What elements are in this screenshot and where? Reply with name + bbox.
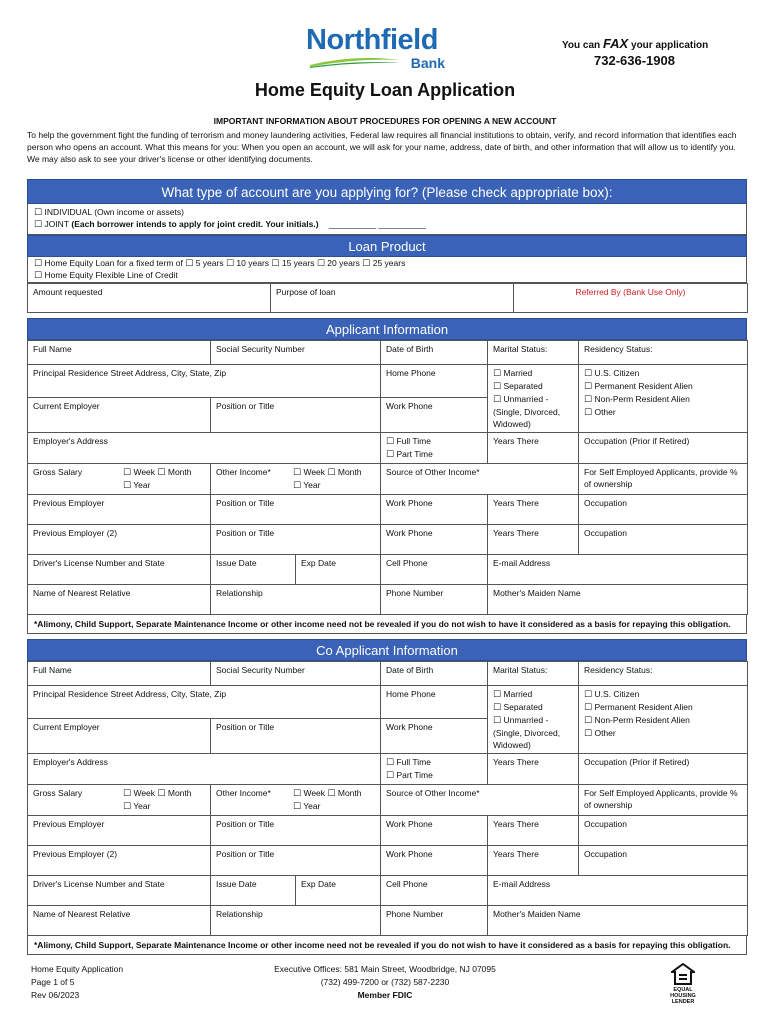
checkbox-separated[interactable]: ☐ — [493, 382, 502, 392]
current-employer-field[interactable]: Current Employer — [28, 719, 211, 754]
joint-label: JOINT — [44, 219, 70, 229]
checkbox-salary-month[interactable]: ☐ — [157, 789, 166, 799]
years-there-field[interactable]: Years There — [488, 754, 579, 785]
checkbox-joint[interactable]: ☐ — [34, 220, 43, 230]
occupation-retired-field[interactable]: Occupation (Prior if Retired) — [579, 433, 748, 464]
prev-occupation-field[interactable]: Occupation — [579, 495, 748, 525]
checkbox-term-20[interactable]: ☐ — [316, 259, 325, 269]
email-field[interactable]: E-mail Address — [488, 876, 748, 906]
self-employed-field[interactable]: For Self Employed Applicants, provide % of ownership — [579, 464, 748, 495]
dob-field[interactable]: Date of Birth — [381, 662, 488, 686]
logo-bank: Bank — [410, 55, 445, 71]
marital-status-label: Marital Status: — [488, 341, 579, 365]
eho-label: EQUAL HOUSING LENDER — [670, 987, 696, 1005]
exp-date-field[interactable]: Exp Date — [296, 876, 381, 906]
checkbox-part-time[interactable]: ☐ — [386, 450, 395, 460]
checkbox-permanent-alien[interactable]: ☐ — [584, 382, 593, 392]
source-other-income-field[interactable]: Source of Other Income* — [381, 785, 579, 816]
checkbox-salary-week[interactable]: ☐ — [123, 468, 132, 478]
previous-employer-field[interactable]: Previous Employer — [28, 816, 211, 846]
residency-status-label: Residency Status: — [579, 341, 748, 365]
checkbox-other-month[interactable]: ☐ — [327, 789, 336, 799]
exp-date-field[interactable]: Exp Date — [296, 555, 381, 585]
marital-options: ☐ Married ☐ Separated ☐ Unmarried - (Single, Divorced, Widowed) — [488, 686, 579, 754]
checkbox-salary-month[interactable]: ☐ — [157, 468, 166, 478]
checkbox-residency-other[interactable]: ☐ — [584, 408, 593, 418]
prev2-occupation-field[interactable]: Occupation — [579, 846, 748, 876]
heloc-label: Home Equity Flexible Line of Credit — [44, 270, 178, 280]
account-type-box — [27, 204, 747, 235]
checkbox-heloc[interactable]: ☐ — [34, 271, 43, 281]
checkbox-residency-other[interactable]: ☐ — [584, 729, 593, 739]
cell-phone-field[interactable]: Cell Phone — [381, 876, 488, 906]
dob-field[interactable]: Date of Birth — [381, 341, 488, 365]
previous-employer-2-field[interactable]: Previous Employer (2) — [28, 525, 211, 555]
marital-status-label: Marital Status: — [488, 662, 579, 686]
alimony-footnote: *Alimony, Child Support, Separate Maintenance Income or other income need not be revealed if you do not wish to have it considered as a basis for repaying this obligation. — [27, 936, 747, 955]
self-employed-field[interactable]: For Self Employed Applicants, provide % of ownership — [579, 785, 748, 816]
prev2-occupation-field[interactable]: Occupation — [579, 525, 748, 555]
checkbox-other-year[interactable]: ☐ — [293, 802, 302, 812]
prev2-position-field[interactable]: Position or Title — [211, 525, 381, 555]
address-field[interactable]: Principal Residence Street Address, City, State, Zip — [28, 686, 381, 719]
fax-number: 732-636-1908 — [594, 53, 675, 68]
nearest-relative-field[interactable]: Name of Nearest Relative — [28, 585, 211, 615]
residency-status-label: Residency Status: — [579, 662, 748, 686]
prev2-work-phone-field[interactable]: Work Phone — [381, 525, 488, 555]
checkbox-term-15[interactable]: ☐ — [271, 259, 280, 269]
section-heading: Co Applicant Information — [27, 639, 747, 661]
prev2-work-phone-field[interactable]: Work Phone — [381, 846, 488, 876]
relationship-field[interactable]: Relationship — [211, 585, 381, 615]
employer-address-field[interactable]: Employer's Address — [28, 754, 381, 785]
checkbox-permanent-alien[interactable]: ☐ — [584, 703, 593, 713]
checkbox-fixed-term[interactable]: ☐ — [34, 259, 43, 269]
checkbox-married[interactable]: ☐ — [493, 690, 502, 700]
nearest-relative-field[interactable]: Name of Nearest Relative — [28, 906, 211, 936]
occupation-retired-field[interactable]: Occupation (Prior if Retired) — [579, 754, 748, 785]
individual-label: INDIVIDUAL (Own income or assets) — [44, 207, 184, 217]
checkbox-other-week[interactable]: ☐ — [293, 789, 302, 799]
checkbox-full-time[interactable]: ☐ — [386, 758, 395, 768]
equal-housing-icon — [667, 963, 699, 1005]
ssn-field[interactable]: Social Security Number — [211, 662, 381, 686]
checkbox-part-time[interactable]: ☐ — [386, 771, 395, 781]
application-form — [27, 179, 747, 955]
checkbox-other-week[interactable]: ☐ — [293, 468, 302, 478]
current-employer-field[interactable]: Current Employer — [28, 398, 211, 433]
prev2-position-field[interactable]: Position or Title — [211, 846, 381, 876]
prev-position-field[interactable]: Position or Title — [211, 495, 381, 525]
checkbox-unmarried[interactable]: ☐ — [493, 716, 502, 726]
purpose-field[interactable]: Purpose of loan — [271, 284, 514, 313]
checkbox-term-10[interactable]: ☐ — [225, 259, 235, 269]
checkbox-term-5[interactable]: ☐ — [185, 259, 194, 269]
referred-by-field[interactable]: Referred By (Bank Use Only) — [514, 284, 748, 313]
checkbox-salary-year[interactable]: ☐ — [123, 802, 132, 812]
checkbox-term-25[interactable]: ☐ — [362, 259, 371, 269]
previous-employer-2-field[interactable]: Previous Employer (2) — [28, 846, 211, 876]
prev2-years-there-field[interactable]: Years There — [488, 846, 579, 876]
home-phone-field[interactable]: Home Phone — [381, 686, 488, 719]
position-field[interactable]: Position or Title — [211, 398, 381, 433]
loan-amount-table — [27, 283, 748, 313]
prev-work-phone-field[interactable]: Work Phone — [381, 495, 488, 525]
prev-occupation-field[interactable]: Occupation — [579, 816, 748, 846]
work-phone-field[interactable]: Work Phone — [381, 398, 488, 433]
patriot-act-notice: To help the government fight the funding of terrorism and money laundering activities, Federal law requires all financial institutions to obtain, verify, and record information that identifies each person who opens an account. What this means for you: When you open an account, we will ask for your name, address, date of birth, and other information that will allow us to identify you. We may also ask to see your driver's license or other identifying documents. — [27, 130, 737, 164]
checkbox-nonperm-alien[interactable]: ☐ — [584, 395, 593, 405]
relative-phone-field[interactable]: Phone Number — [381, 585, 488, 615]
gross-salary-field[interactable]: Gross Salary ☐ Week ☐ Month ☐ Year — [28, 785, 211, 816]
work-phone-field[interactable]: Work Phone — [381, 719, 488, 754]
full-name-field[interactable]: Full Name — [28, 662, 211, 686]
amount-requested-field[interactable]: Amount requested — [28, 284, 271, 313]
prev-years-there-field[interactable]: Years There — [488, 495, 579, 525]
checkbox-salary-year[interactable]: ☐ — [123, 481, 132, 491]
years-there-field[interactable]: Years There — [488, 433, 579, 464]
address-field[interactable]: Principal Residence Street Address, City, State, Zip — [28, 365, 381, 398]
section-heading: Applicant Information — [27, 318, 747, 340]
joint-note: (Each borrower intends to apply for joint credit. Your initials.) — [69, 219, 319, 229]
northfield-bank-logo — [306, 26, 451, 72]
maiden-name-field[interactable]: Mother's Maiden Name — [488, 585, 748, 615]
relative-phone-field[interactable]: Phone Number — [381, 906, 488, 936]
cell-phone-field[interactable]: Cell Phone — [381, 555, 488, 585]
full-name-field[interactable]: Full Name — [28, 341, 211, 365]
checkbox-individual[interactable]: ☐ — [34, 208, 43, 218]
residency-options: ☐ U.S. Citizen ☐ Permanent Resident Alien ☐ Non-Perm Resident Alien ☐ Other — [579, 365, 748, 433]
applicant-sections — [27, 318, 747, 955]
loan-product-box: ☐ Home Equity Loan for a fixed term of ☐ 5 years ☐ 10 years ☐ 15 years ☐ 20 years ☐ 25 years ☐ Home Equity Flexible Line of Credit — [27, 257, 747, 283]
important-heading: IMPORTANT INFORMATION ABOUT PROCEDURES FOR OPENING A NEW ACCOUNT — [213, 116, 557, 126]
checkbox-nonperm-alien[interactable]: ☐ — [584, 716, 593, 726]
section-table — [27, 340, 748, 615]
employment-type: ☐ Full Time ☐ Part Time — [381, 433, 488, 464]
checkbox-other-year[interactable]: ☐ — [293, 481, 302, 491]
checkbox-separated[interactable]: ☐ — [493, 703, 502, 713]
loan-product-heading: Loan Product — [27, 235, 747, 257]
checkbox-married[interactable]: ☐ — [493, 369, 502, 379]
footer-doc-info: Home Equity Application Page 1 of 5 Rev 06/2023 — [31, 964, 124, 1000]
alimony-footnote: *Alimony, Child Support, Separate Maintenance Income or other income need not be revealed if you do not wish to have it considered as a basis for repaying this obligation. — [27, 615, 747, 634]
checkbox-us-citizen[interactable]: ☐ — [584, 369, 593, 379]
gross-salary-field[interactable]: Gross Salary ☐ Week ☐ Month ☐ Year — [28, 464, 211, 495]
prev-years-there-field[interactable]: Years There — [488, 816, 579, 846]
fixed-term-label: Home Equity Loan for a fixed term of — [44, 258, 183, 268]
prev-work-phone-field[interactable]: Work Phone — [381, 816, 488, 846]
prev-position-field[interactable]: Position or Title — [211, 816, 381, 846]
home-phone-field[interactable]: Home Phone — [381, 365, 488, 398]
other-income-field[interactable]: Other Income* ☐ Week ☐ Month ☐ Year — [211, 464, 381, 495]
checkbox-full-time[interactable]: ☐ — [386, 437, 395, 447]
checkbox-other-month[interactable]: ☐ — [327, 468, 336, 478]
source-other-income-field[interactable]: Source of Other Income* — [381, 464, 579, 495]
issue-date-field[interactable]: Issue Date — [211, 555, 296, 585]
section-table — [27, 661, 748, 936]
email-field[interactable]: E-mail Address — [488, 555, 748, 585]
logo-word: Northfield — [306, 24, 438, 56]
checkbox-us-citizen[interactable]: ☐ — [584, 690, 593, 700]
account-type-heading: What type of account are you applying for? (Please check appropriate box): — [27, 179, 747, 204]
drivers-license-field[interactable]: Driver's License Number and State — [28, 876, 211, 906]
residency-options: ☐ U.S. Citizen ☐ Permanent Resident Alien ☐ Non-Perm Resident Alien ☐ Other — [579, 686, 748, 754]
ssn-field[interactable]: Social Security Number — [211, 341, 381, 365]
green-swoosh-icon — [310, 56, 400, 68]
employment-type: ☐ Full Time ☐ Part Time — [381, 754, 488, 785]
drivers-license-field[interactable]: Driver's License Number and State — [28, 555, 211, 585]
checkbox-unmarried[interactable]: ☐ — [493, 395, 502, 405]
marital-options: ☐ Married ☐ Separated ☐ Unmarried - (Single, Divorced, Widowed) — [488, 365, 579, 433]
footer-offices: Executive Offices: 581 Main Street, Woodbridge, NJ 07095 (732) 499-7200 or (732) 587-2230 Member FDIC — [274, 964, 496, 1000]
employer-address-field[interactable]: Employer's Address — [28, 433, 381, 464]
page-title: Home Equity Loan Application — [254, 80, 516, 100]
prev2-years-there-field[interactable]: Years There — [488, 525, 579, 555]
checkbox-salary-week[interactable]: ☐ — [123, 789, 132, 799]
relationship-field[interactable]: Relationship — [211, 906, 381, 936]
previous-employer-field[interactable]: Previous Employer — [28, 495, 211, 525]
other-income-field[interactable]: Other Income* ☐ Week ☐ Month ☐ Year — [211, 785, 381, 816]
position-field[interactable]: Position or Title — [211, 719, 381, 754]
fax-notice: You can FAX your application — [562, 36, 709, 51]
maiden-name-field[interactable]: Mother's Maiden Name — [488, 906, 748, 936]
issue-date-field[interactable]: Issue Date — [211, 876, 296, 906]
initials-field[interactable]: __________ __________ — [328, 219, 426, 229]
